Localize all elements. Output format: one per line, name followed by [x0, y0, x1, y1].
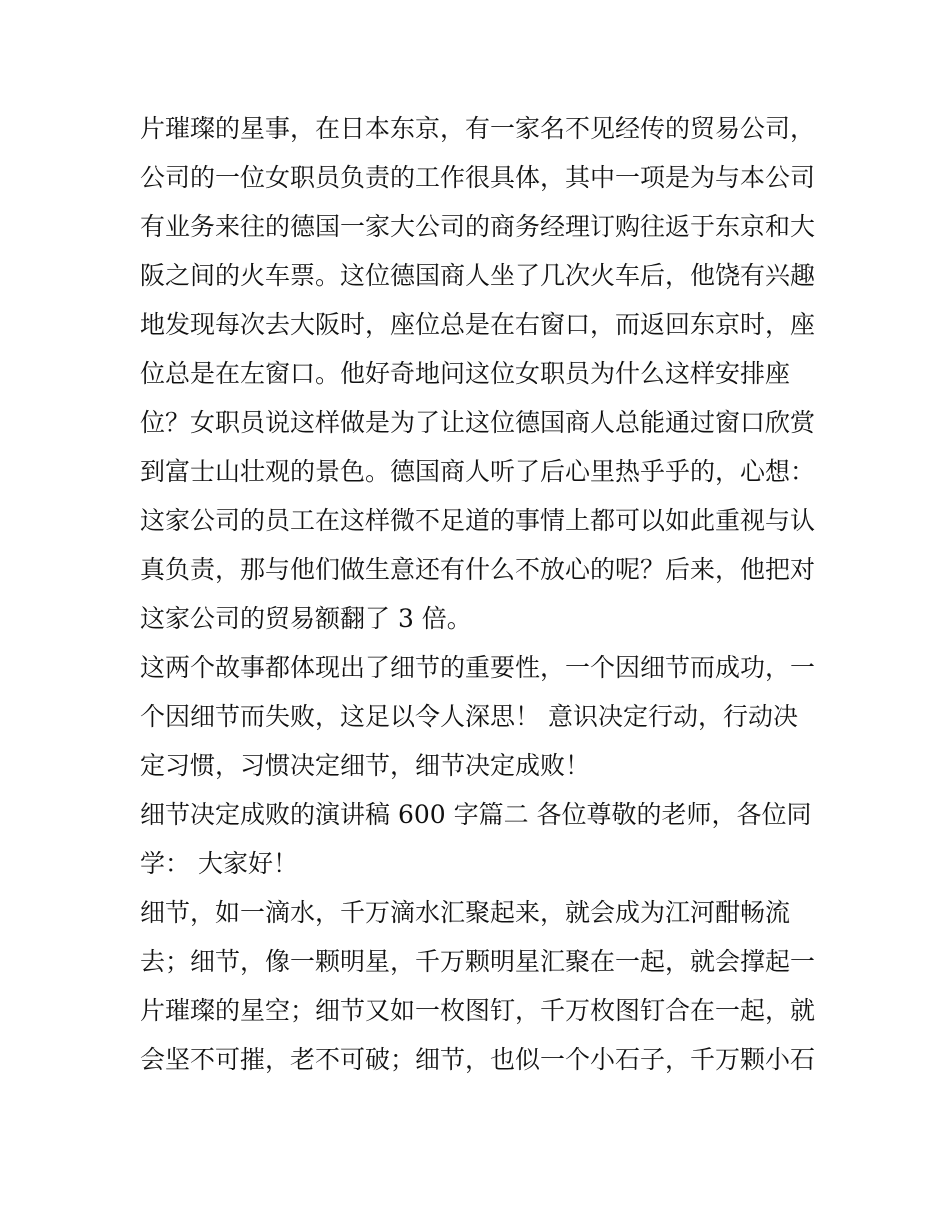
text-line: 片璀璨的星空；细节又如一枚图钉，千万枚图钉合在一起，就	[140, 996, 816, 1025]
text-line: 阪之间的火车票。这位德国商人坐了几次火车后，他饶有兴趣	[140, 261, 816, 290]
text-line: 细节决定成败的演讲稿 600 字篇二 各位尊敬的老师，各位同	[140, 800, 812, 829]
text-line: 真负责，那与他们做生意还有什么不放心的呢？后来，他把对	[140, 555, 816, 584]
document-body	[140, 104, 820, 1084]
text-line: 定习惯，习惯决定细节，细节决定成败！	[140, 751, 591, 780]
text-line: 这家公司的贸易额翻了 3 倍。	[140, 604, 472, 633]
text-line: 位总是在左窗口。他好奇地问这位女职员为什么这样安排座	[140, 359, 791, 388]
text-line: 会坚不可摧，老不可破；细节，也似一个小石子，千万颗小石	[140, 1045, 816, 1074]
text-line: 位？女职员说这样做是为了让这位德国商人总能通过窗口欣赏	[140, 408, 816, 437]
text-line: 细节，如一滴水，千万滴水汇聚起来，就会成为江河酣畅流	[140, 898, 791, 927]
text-line: 片璀璨的星事，在日本东京，有一家名不见经传的贸易公司，	[140, 114, 816, 143]
text-line: 到富士山壮观的景色。德国商人听了后心里热乎乎的，心想：	[140, 457, 816, 486]
text-line: 有业务来往的德国一家大公司的商务经理订购往返于东京和大	[140, 212, 816, 241]
text-line: 学： 大家好！	[140, 849, 298, 878]
text-line: 去；细节，像一颗明星，千万颗明星汇聚在一起，就会撑起一	[140, 947, 816, 976]
text-line: 这家公司的员工在这样微不足道的事情上都可以如此重视与认	[140, 506, 816, 535]
text-line: 这两个故事都体现出了细节的重要性，一个因细节而成功，一	[140, 653, 816, 682]
text-line: 地发现每次去大阪时，座位总是在右窗口，而返回东京时，座	[140, 310, 816, 339]
text-line: 公司的一位女职员负责的工作很具体，其中一项是为与本公司	[140, 163, 816, 192]
text-line: 个因细节而失败，这足以令人深思！ 意识决定行动，行动决	[140, 702, 798, 731]
